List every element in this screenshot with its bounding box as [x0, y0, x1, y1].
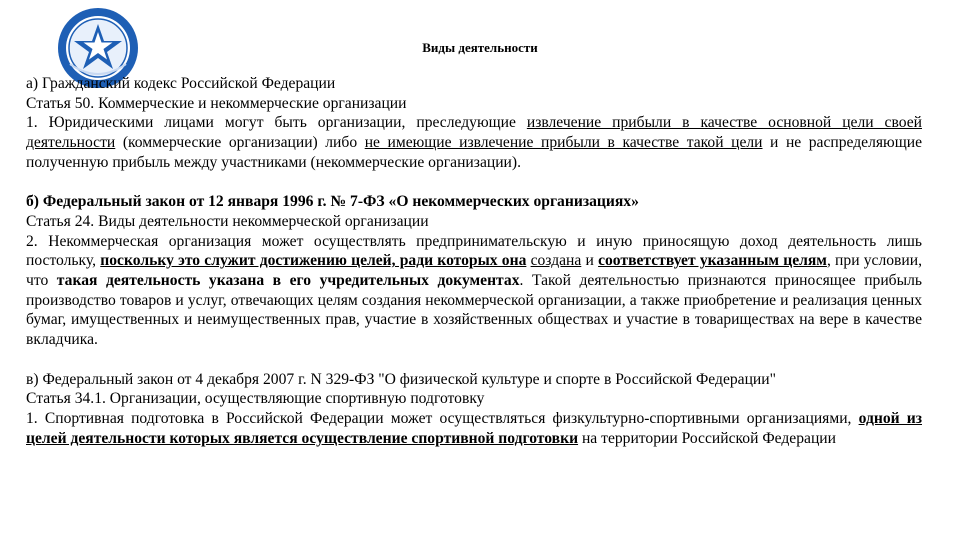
underlined-text: извлечение прибыли в качестве основной цели своей деятельности [26, 114, 922, 152]
document-body [26, 74, 922, 448]
text: 2. Некоммерческая организация может осуществлять предпринимательскую и иную приносящую доход деятельность лишь постольку, [26, 232, 922, 270]
section-a-paragraph [26, 113, 922, 172]
text: 1. Юридическими лицами могут быть организации, преследующие [26, 114, 527, 132]
section-c-heading: в) Федеральный закон от 4 декабря 2007 г. N 329-ФЗ "О физической культуре и спорте в Российской Федерации" [26, 370, 776, 388]
text: на территории Российской Федерации [578, 429, 836, 447]
section-c-article: Статья 34.1. Организации, осуществляющие спортивную подготовку [26, 390, 485, 408]
section-b-heading: б) Федеральный закон от 12 января 1996 г. № 7-ФЗ «О некоммерческих организациях» [26, 193, 639, 211]
text: (коммерческие организации) либо [115, 134, 365, 152]
page-title: Виды деятельности [422, 40, 538, 55]
underlined-bold-text: соответствует указанным целям [598, 252, 827, 270]
text: и не распределяющие полученную прибыль между участниками (некоммерческие организации). [26, 134, 922, 171]
section-b-paragraph [26, 232, 922, 350]
text: , при условии, что [26, 252, 922, 290]
underlined-bold-text: поскольку это служит достижению целей, ради которых она [100, 252, 527, 270]
text: и [581, 252, 599, 270]
section-c-paragraph [26, 409, 922, 448]
underlined-text: создана [530, 252, 582, 270]
section-a-heading: а) Гражданский кодекс Российской Федерации [26, 75, 336, 92]
section-a-article: Статья 50. Коммерческие и некоммерческие организации [26, 94, 407, 112]
underlined-bold-text: одной из целей деятельности которых является осуществление спортивной подготовки [26, 409, 922, 447]
section-b-article: Статья 24. Виды деятельности некоммерческой организации [26, 212, 429, 230]
underlined-text: не имеющие извлечение прибыли в качестве такой цели [364, 134, 763, 152]
text: 1. Спортивная подготовка в Российской Федерации может осуществляться физкультурно-спортивными организациями, [26, 409, 859, 427]
bold-text: такая деятельность указана в его учредительных документах [56, 272, 520, 290]
text: . Такой деятельностью признаются приносящее прибыль производство товаров и услуг, отвечающих целям создания некоммерческой организации, а также приобретение и реализация ценных бумаг, имущественных и неимущественных прав, участие в хозяйственных обществах и участие в товариществах на вере в качестве вкладчика. [26, 272, 922, 349]
